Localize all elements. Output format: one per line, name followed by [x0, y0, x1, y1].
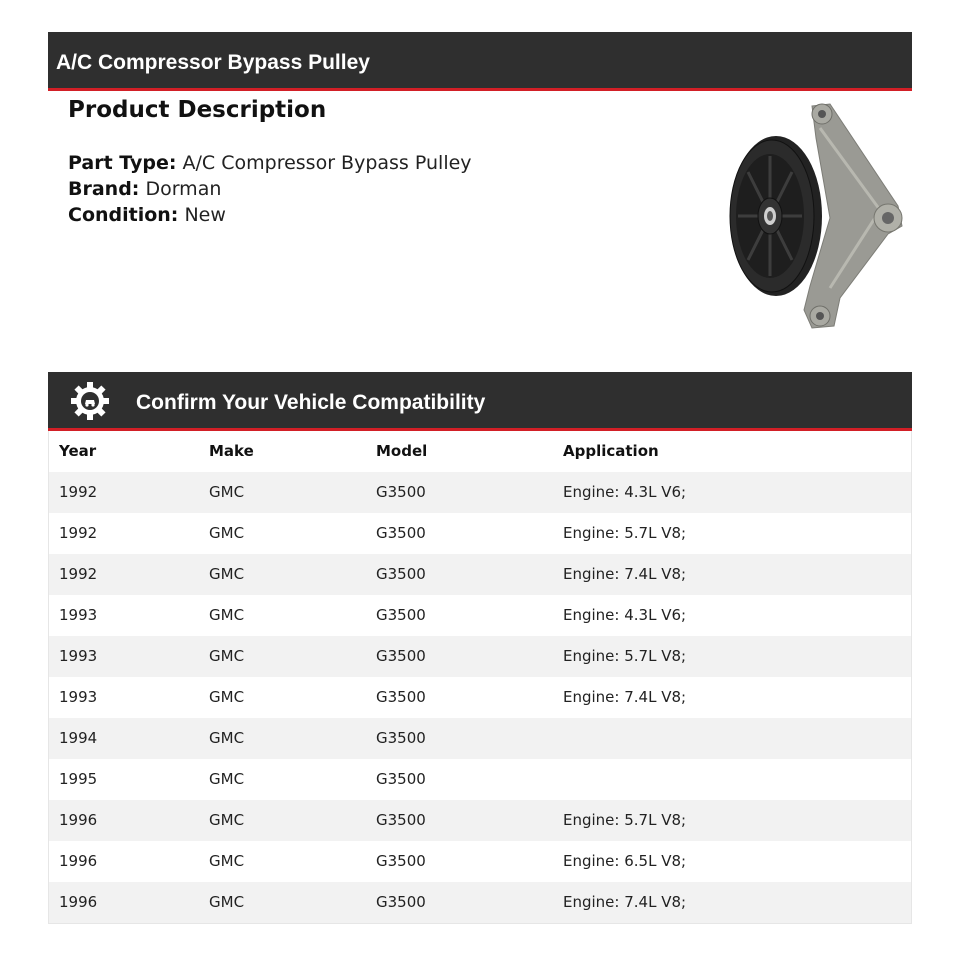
compatibility-table	[48, 431, 912, 924]
cell-application: Engine: 4.3L V6;	[563, 483, 687, 501]
cell-make: GMC	[209, 565, 245, 583]
cell-year: 1992	[59, 524, 98, 542]
cell-make: GMC	[209, 729, 245, 747]
cell-application: Engine: 5.7L V8;	[563, 524, 687, 542]
spec-label: Part Type:	[68, 152, 177, 174]
table-header-row	[49, 431, 911, 472]
gear-car-icon	[70, 381, 110, 421]
table-row	[49, 513, 911, 554]
spec-label: Brand:	[68, 178, 140, 200]
cell-model: G3500	[376, 811, 426, 829]
spec-value: A/C Compressor Bypass Pulley	[182, 152, 472, 174]
cell-year: 1996	[59, 852, 98, 870]
spec-value: Dorman	[145, 178, 222, 200]
table-row	[49, 882, 911, 923]
cell-year: 1992	[59, 483, 98, 501]
spec-label: Condition:	[68, 204, 179, 226]
cell-model: G3500	[376, 524, 426, 542]
cell-application: Engine: 7.4L V8;	[563, 893, 687, 911]
cell-model: G3500	[376, 729, 426, 747]
cell-model: G3500	[376, 483, 426, 501]
cell-make: GMC	[209, 483, 245, 501]
table-row	[49, 677, 911, 718]
cell-year: 1995	[59, 770, 98, 788]
spec-condition	[68, 204, 226, 226]
product-title: A/C Compressor Bypass Pulley	[56, 51, 370, 74]
cell-model: G3500	[376, 606, 426, 624]
table-row	[49, 636, 911, 677]
spec-brand	[68, 178, 221, 200]
cell-model: G3500	[376, 852, 426, 870]
cell-model: G3500	[376, 893, 426, 911]
table-row	[49, 718, 911, 759]
header-make: Make	[209, 442, 254, 460]
cell-application: Engine: 5.7L V8;	[563, 811, 687, 829]
cell-year: 1993	[59, 606, 98, 624]
table-row	[49, 595, 911, 636]
cell-make: GMC	[209, 811, 245, 829]
cell-make: GMC	[209, 606, 245, 624]
header-application: Application	[563, 442, 659, 460]
description-heading: Product Description	[68, 97, 327, 123]
cell-model: G3500	[376, 565, 426, 583]
cell-application: Engine: 5.7L V8;	[563, 647, 687, 665]
table-row	[49, 800, 911, 841]
cell-year: 1996	[59, 893, 98, 911]
cell-year: 1993	[59, 688, 98, 706]
table-row	[49, 472, 911, 513]
table-row	[49, 554, 911, 595]
cell-make: GMC	[209, 688, 245, 706]
cell-make: GMC	[209, 852, 245, 870]
header-year: Year	[59, 442, 97, 460]
cell-year: 1993	[59, 647, 98, 665]
compatibility-banner	[48, 372, 912, 431]
cell-model: G3500	[376, 770, 426, 788]
cell-year: 1996	[59, 811, 98, 829]
product-title-banner	[48, 32, 912, 91]
cell-year: 1992	[59, 565, 98, 583]
cell-application: Engine: 7.4L V8;	[563, 688, 687, 706]
compatibility-title: Confirm Your Vehicle Compatibility	[136, 391, 486, 414]
cell-application: Engine: 6.5L V8;	[563, 852, 687, 870]
header-model: Model	[376, 442, 428, 460]
cell-model: G3500	[376, 647, 426, 665]
cell-make: GMC	[209, 647, 245, 665]
cell-application: Engine: 4.3L V6;	[563, 606, 687, 624]
cell-make: GMC	[209, 524, 245, 542]
table-row	[49, 759, 911, 800]
spec-value: New	[184, 204, 226, 226]
spec-part-type	[68, 152, 472, 174]
cell-model: G3500	[376, 688, 426, 706]
pulley-product-image	[720, 98, 910, 334]
cell-make: GMC	[209, 893, 245, 911]
cell-make: GMC	[209, 770, 245, 788]
cell-application: Engine: 7.4L V8;	[563, 565, 687, 583]
table-row	[49, 841, 911, 882]
cell-year: 1994	[59, 729, 98, 747]
